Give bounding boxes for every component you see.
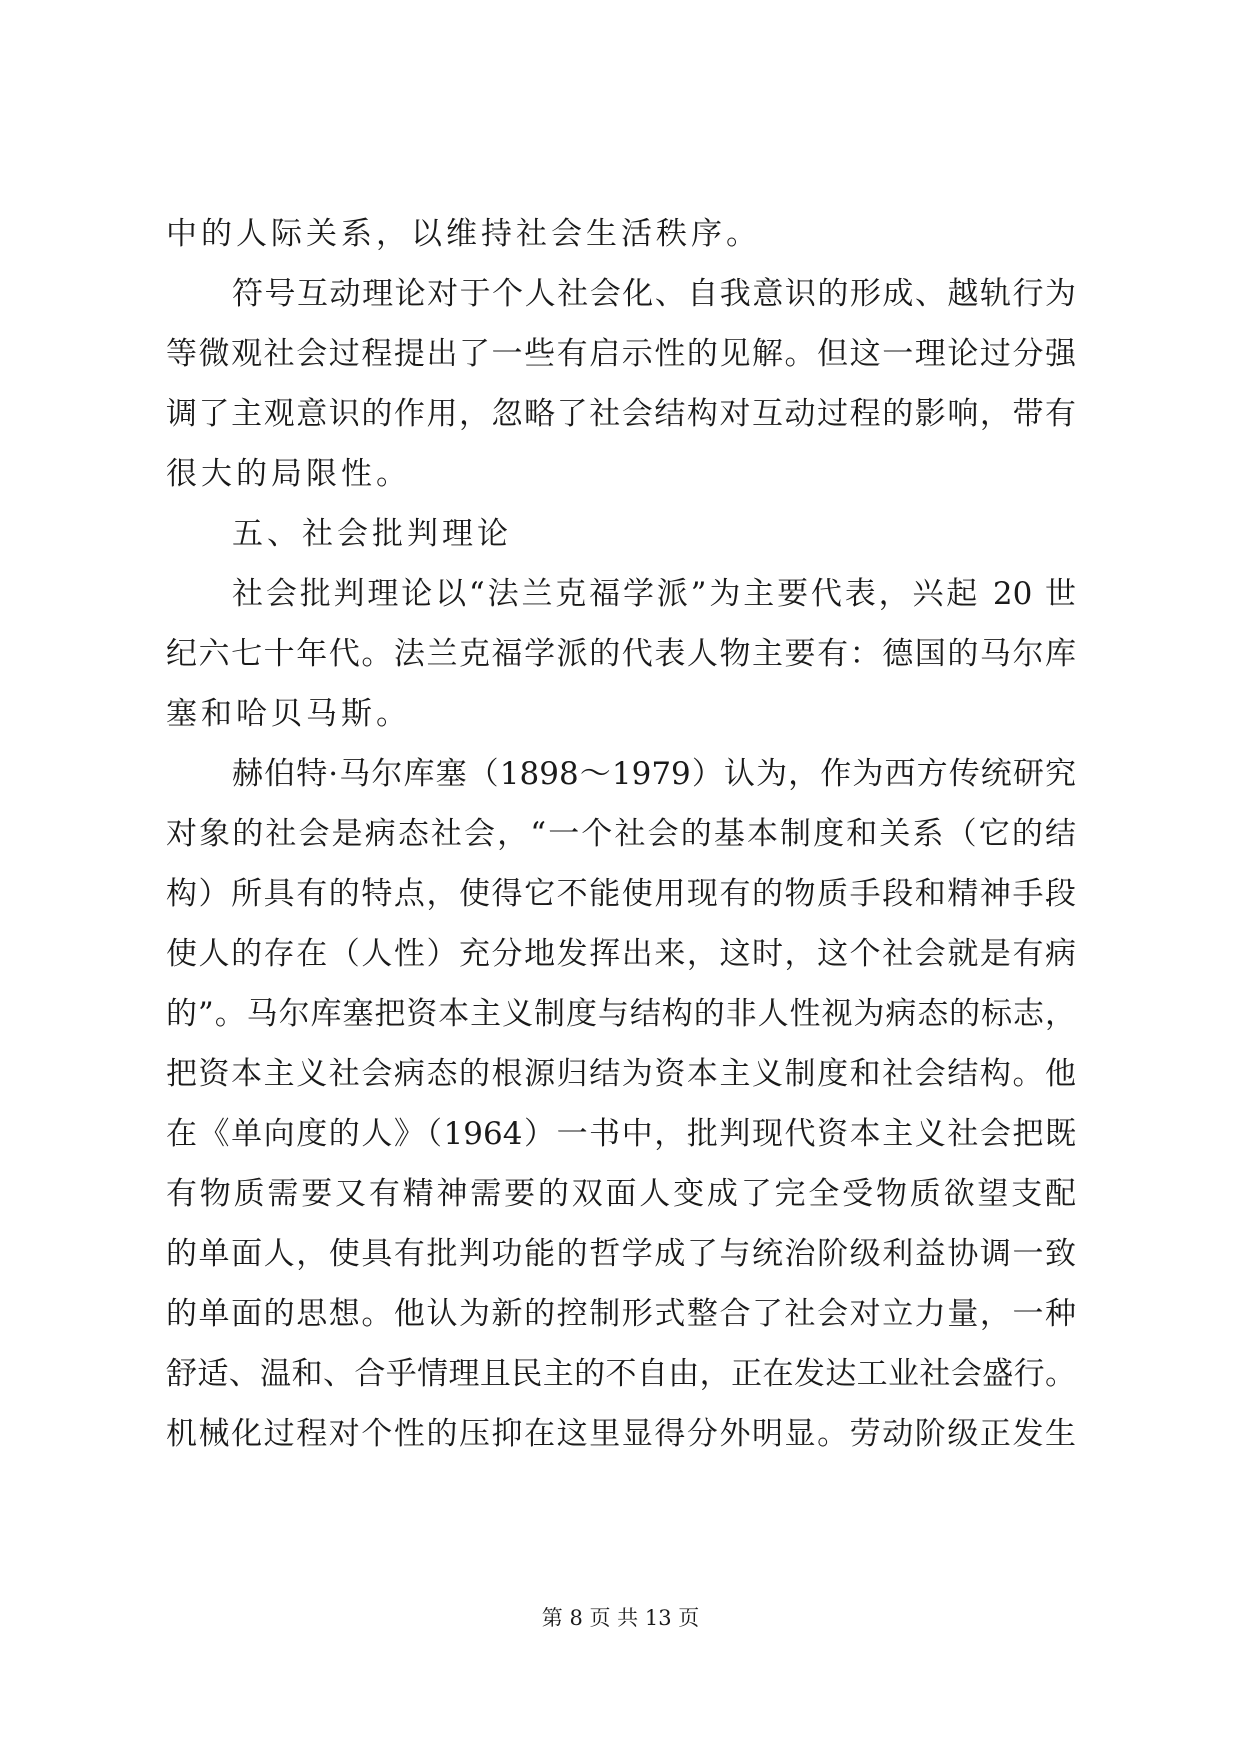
text-line: 舒适、温和、合乎情理且民主的不自由，正在发达工业社会盛行。 xyxy=(166,1356,1076,1392)
text-line: 把资本主义社会病态的根源归结为资本主义制度和社会结构。他 xyxy=(166,1056,1076,1092)
text-line: 很大的局限性。 xyxy=(166,456,411,492)
text-line: 的单面人，使具有批判功能的哲学成了与统治阶级利益协调一致 xyxy=(166,1236,1076,1272)
page-footer: 第 8 页 共 13 页 xyxy=(541,1606,700,1630)
text-line: 机械化过程对个性的压抑在这里显得分外明显。劳动阶级正发生 xyxy=(166,1416,1076,1452)
text-line: 的单面的思想。他认为新的控制形式整合了社会对立力量，一种 xyxy=(166,1296,1076,1332)
text-line: 塞和哈贝马斯。 xyxy=(166,696,411,732)
text-line: 在《单向度的人》（1964）一书中，批判现代资本主义社会把既 xyxy=(166,1116,1076,1152)
text-line: 对象的社会是病态社会，“一个社会的基本制度和关系（它的结 xyxy=(166,816,1076,852)
text-line: 调了主观意识的作用，忽略了社会结构对互动过程的影响，带有 xyxy=(166,396,1076,432)
text-line: 中的人际关系，以维持社会生活秩序。 xyxy=(166,216,761,252)
text-line: 符号互动理论对于个人社会化、自我意识的形成、越轨行为 xyxy=(232,276,1076,312)
text-line: 的”。马尔库塞把资本主义制度与结构的非人性视为病态的标志， xyxy=(166,996,1076,1032)
text-line: 纪六七十年代。法兰克福学派的代表人物主要有：德国的马尔库 xyxy=(166,636,1076,672)
text-line: 有物质需要又有精神需要的双面人变成了完全受物质欲望支配 xyxy=(166,1176,1076,1212)
text-line: 构）所具有的特点，使得它不能使用现有的物质手段和精神手段 xyxy=(166,876,1076,912)
section-heading: 五、社会批判理论 xyxy=(232,516,512,552)
text-line: 赫伯特·马尔库塞（1898～1979）认为，作为西方传统研究 xyxy=(232,756,1076,792)
text-line: 使人的存在（人性）充分地发挥出来，这时，这个社会就是有病 xyxy=(166,936,1076,972)
text-line: 等微观社会过程提出了一些有启示性的见解。但这一理论过分强 xyxy=(166,336,1076,372)
text-line: 社会批判理论以“法兰克福学派”为主要代表，兴起 20 世 xyxy=(232,576,1076,612)
